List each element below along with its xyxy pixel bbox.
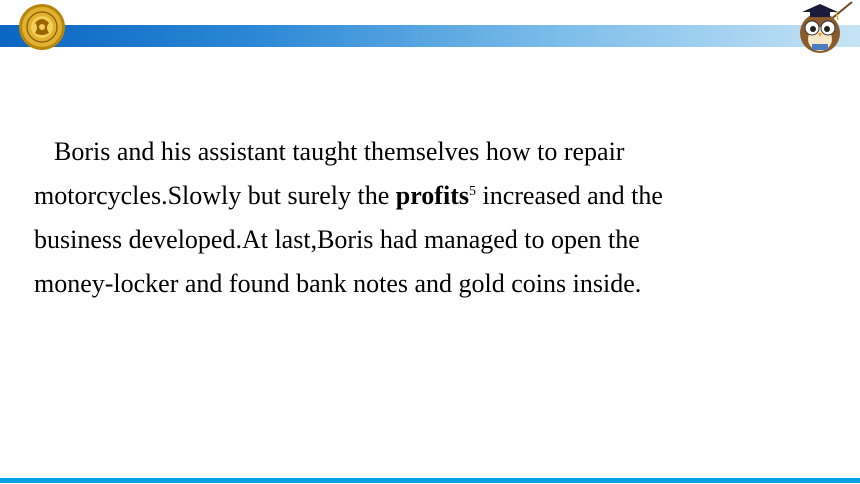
- line-1: [34, 130, 834, 174]
- line-3-text: business developed.At last,Boris had managed to open the: [34, 225, 640, 254]
- school-seal-icon: [18, 3, 66, 51]
- line-2: [34, 174, 834, 218]
- header-bar: [0, 25, 860, 47]
- line-1-text: Boris and his assistant taught themselves how to repair: [54, 137, 625, 166]
- body-paragraph: [34, 130, 834, 306]
- line-3: [34, 218, 834, 262]
- owl-teacher-icon: [790, 0, 854, 56]
- footnote-marker: 5: [468, 184, 476, 199]
- line-2-text-b: increased and the: [475, 181, 663, 210]
- line-4-text: money-locker and found bank notes and gold coins inside.: [34, 269, 642, 298]
- keyword-profits: profits: [395, 181, 469, 210]
- footer-line: [0, 478, 860, 483]
- line-4: [34, 262, 834, 306]
- line-2-text-a: motorcycles.Slowly but surely the: [34, 181, 396, 210]
